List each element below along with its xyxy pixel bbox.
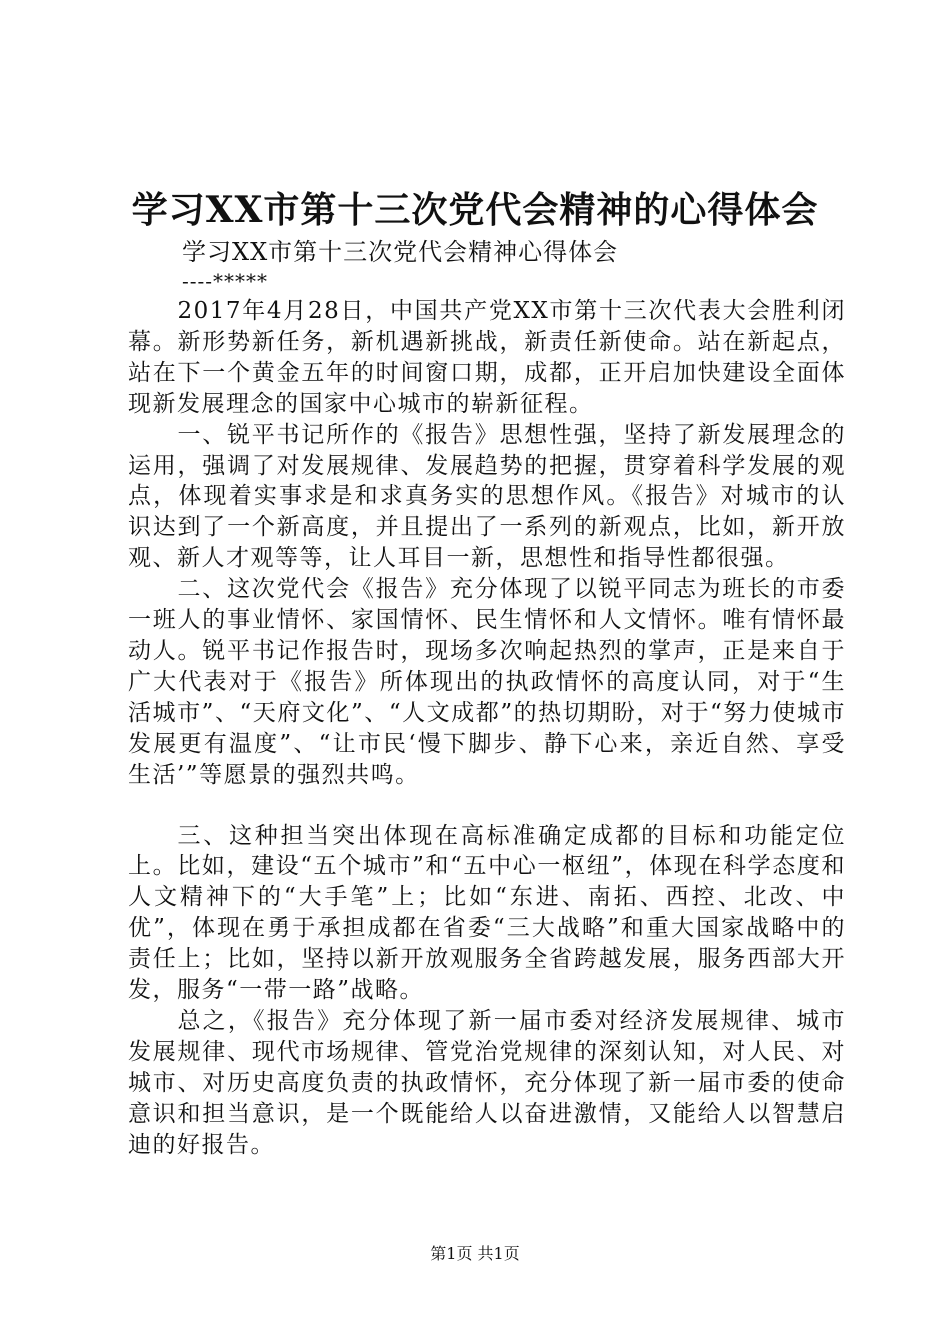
author-line: ----*****	[182, 269, 269, 293]
document-subtitle: 学习XX市第十三次党代会精神心得体会	[182, 238, 619, 266]
document-title: 学习XX市第十三次党代会精神的心得体会	[131, 189, 819, 231]
paragraph-three: 三、这种担当突出体现在高标准确定成都的目标和功能定位上。比如，建设“五个城市”和“五中心一枢纽”，体现在科学态度和人文精神下的“大手笔”上；比如“东进、南拓、西控、北改、中优”，体现在勇于承担成都在省委“三大战略”和重大国家战略中的责任上；比如，坚持以新开放观服务全省跨越发展，服务西部大开发，服务“一带一路”战略。	[128, 822, 846, 1004]
paragraph-conclusion: 总之，《报告》充分体现了新一届市委对经济发展规律、城市发展规律、现代市场规律、管党治党规律的深刻认知，对人民、对城市、对历史高度负责的执政情怀，充分体现了新一届市委的使命意识和担当意识，是一个既能给人以奋进激情，又能给人以智慧启迪的好报告。	[128, 1007, 846, 1158]
page-footer: 第1页 共1页	[430, 1244, 520, 1263]
paragraph-two: 二、这次党代会《报告》充分体现了以锐平同志为班长的市委一班人的事业情怀、家国情怀、民生情怀和人文情怀。唯有情怀最动人。锐平书记作报告时，现场多次响起热烈的掌声，正是来自于广大代表对于《报告》所体现出的执政情怀的高度认同，对于“生活城市”、“天府文化”、“人文成都”的热切期盼，对于“努力使城市发展更有温度”、“让市民‘慢下脚步、静下心来，亲近自然、享受生活’”等愿景的强烈共鸣。	[128, 576, 846, 788]
paragraph-intro: 2017年4月28日，中国共产党XX市第十三次代表大会胜利闭幕。新形势新任务，新机遇新挑战，新责任新使命。站在新起点，站在下一个黄金五年的时间窗口期，成都，正开启加快建设全面体现新发展理念的国家中心城市的崭新征程。	[128, 298, 846, 417]
paragraph-one: 一、锐平书记所作的《报告》思想性强，坚持了新发展理念的运用，强调了对发展规律、发展趋势的把握，贯穿着科学发展的观点，体现着实事求是和求真务实的思想作风。《报告》对城市的认识达到了一个新高度，并且提出了一系列的新观点，比如，新开放观、新人才观等等，让人耳目一新，思想性和指导性都很强。	[128, 421, 846, 572]
document-body	[128, 296, 846, 1160]
